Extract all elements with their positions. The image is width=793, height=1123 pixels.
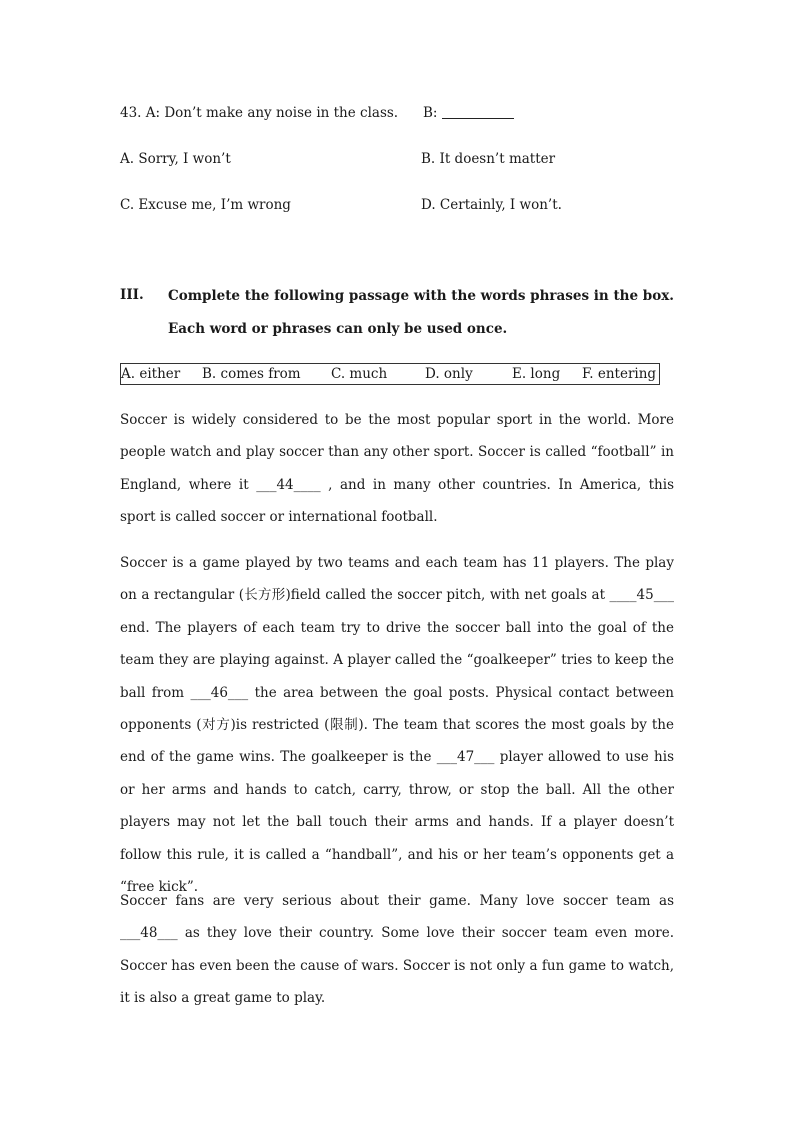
- question-43-stem: [120, 103, 398, 123]
- question-43-answer-blank: [423, 103, 514, 123]
- option-c: C. Excuse me, I’m wrong: [120, 197, 291, 213]
- answer-b-label: B:: [423, 105, 438, 121]
- section-instruction: Complete the following passage with the words phrases in the box. Each word or phrases can only be used once.: [168, 288, 674, 337]
- word-box-item: D. only: [425, 366, 473, 382]
- word-box-item: A. either: [121, 366, 181, 382]
- word-box-item: B. comes from: [202, 366, 301, 382]
- question-43-text: 43. A: Don’t make any noise in the class.: [120, 105, 399, 121]
- answer-blank-line: [442, 104, 514, 119]
- passage-paragraph-1: Soccer is widely considered to be the most popular sport in the world. More people watch and play soccer than any other sport. Soccer is called “football” in England, where it ___44____ , and in many other countries. In America, this sport is called soccer or international football.: [120, 412, 674, 526]
- word-box-item: E. long: [512, 366, 561, 382]
- option-b: B. It doesn’t matter: [421, 151, 556, 167]
- option-a: A. Sorry, I won’t: [120, 151, 231, 167]
- passage-paragraph-3: Soccer fans are very serious about their game. Many love soccer team as ___48___ as they love their country. Some love their soccer team even more. Soccer has even been the cause of wars. Soccer is not only a fun game to watch, it is also a great game to play.: [120, 893, 674, 1007]
- section-number: III.: [120, 287, 144, 303]
- word-box-item: F. entering: [582, 366, 657, 382]
- word-box-item: C. much: [331, 366, 388, 382]
- option-d: D. Certainly, I won’t.: [421, 197, 562, 213]
- passage-paragraph-2: Soccer is a game played by two teams and each team has 11 players. The play on a rectangular (长方形)field called the soccer pitch, with net goals at ____45___ end. The players of each team try to drive the soccer ball into the goal of the team they are playing against. A player called the “goalkeeper” tries to keep the ball from ___46___ the area between the goal posts. Physical contact between opponents (对方)is restricted (限制). The team that scores the most goals by the end of the game wins. The goalkeeper is the ___47___ player allowed to use his or her arms and hands to catch, carry, throw, or stop the ball. All the other players may not let the ball touch their arms and hands. If a player doesn’t follow this rule, it is called a “handball”, and his or her team’s opponents get a “free kick”.: [120, 555, 674, 896]
- word-box: [120, 363, 660, 385]
